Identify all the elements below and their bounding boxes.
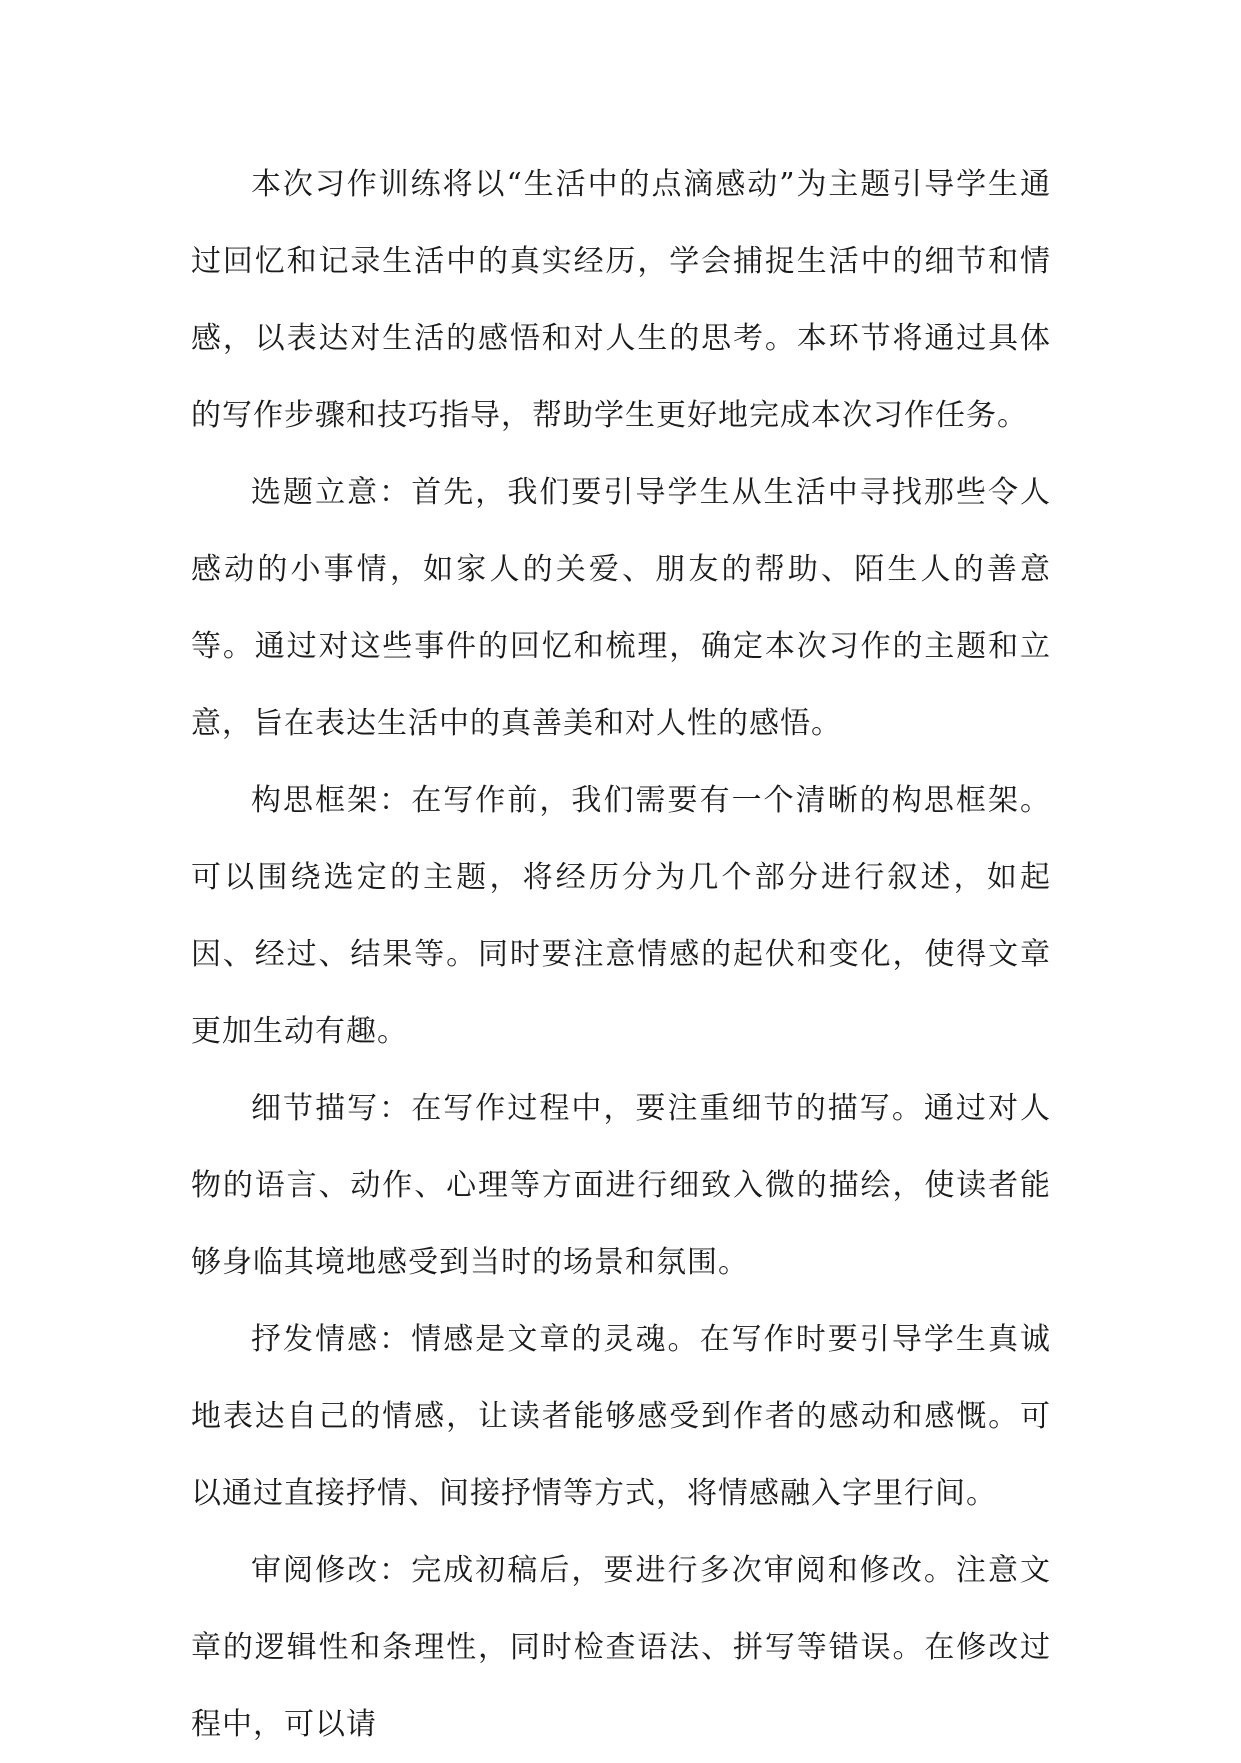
paragraph-structure: 构思框架：在写作前，我们需要有一个清晰的构思框架。可以围绕选定的主题，将经历分为几个部分进行叙述，如起因、经过、结果等。同时要注意情感的起伏和变化，使得文章更加生动有趣。 bbox=[191, 783, 1051, 1049]
paragraph-intro: 本次习作训练将以“生活中的点滴感动”为主题引导学生通过回忆和记录生活中的真实经历，学会捕捉生活中的细节和情感，以表达对生活的感悟和对人生的思考。本环节将通过具体的写作步骤和技巧指导，帮助学生更好地完成本次习作任务。 bbox=[191, 167, 1051, 433]
paragraph-revision: 审阅修改：完成初稿后，要进行多次审阅和修改。注意文章的逻辑性和条理性，同时检查语法、拼写等错误。在修改过程中，可以请 bbox=[191, 1553, 1051, 1742]
paragraph-emotion: 抒发情感：情感是文章的灵魂。在写作时要引导学生真诚地表达自己的情感，让读者能够感受到作者的感动和感慨。可以通过直接抒情、间接抒情等方式，将情感融入字里行间。 bbox=[191, 1322, 1051, 1511]
document-body bbox=[191, 146, 1051, 1763]
paragraph-detail-description: 细节描写：在写作过程中，要注重细节的描写。通过对人物的语言、动作、心理等方面进行细致入微的描绘，使读者能够身临其境地感受到当时的场景和氛围。 bbox=[191, 1091, 1051, 1280]
paragraph-topic-selection: 选题立意：首先，我们要引导学生从生活中寻找那些令人感动的小事情，如家人的关爱、朋友的帮助、陌生人的善意等。通过对这些事件的回忆和梳理，确定本次习作的主题和立意，旨在表达生活中的真善美和对人性的感悟。 bbox=[191, 475, 1051, 741]
